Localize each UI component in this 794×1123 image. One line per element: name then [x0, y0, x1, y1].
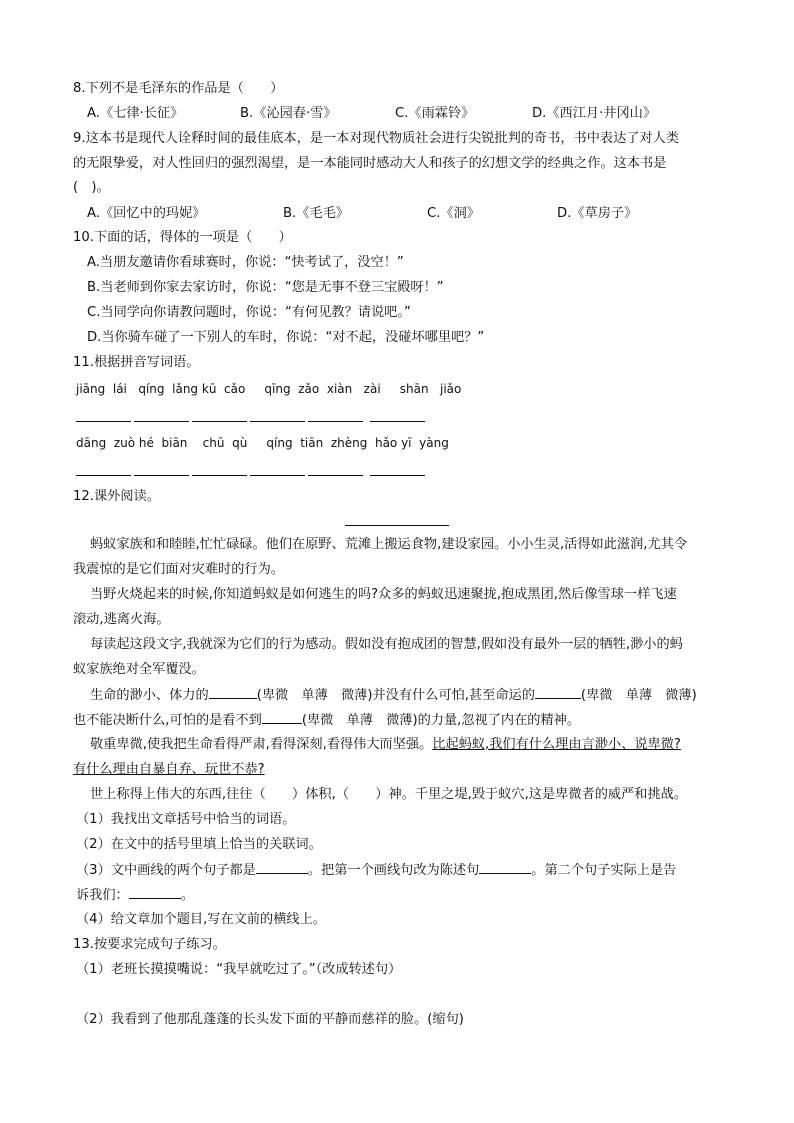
q9-option-d: D.《草房子》	[557, 206, 638, 221]
q12-underlined-sentence-1: 比起蚂蚁,我们有什么理由言渺小、说卑微?	[432, 737, 681, 752]
q10-option-b: B.当老师到你家去家访时，你说：“您是无事不登三宝殿呀！”	[87, 280, 444, 295]
q12-sub3-text-e: 。	[180, 888, 194, 903]
q13-sub1: （1）老班长摸摸嘴说：“我早就吃过了。”（改成转述句）	[76, 962, 402, 977]
q8-stem: 8.下列不是毛泽东的作品是（ ）	[73, 81, 284, 96]
q12-sub3-text-c: 。第二个句子实际上是告	[531, 863, 677, 878]
q8-option-a: A.《七律·长征》	[87, 106, 184, 121]
q12-blank-3[interactable]	[262, 711, 302, 724]
q13-sub2: （2）我看到了他那乱蓬蓬的长头发下面的平静而慈祥的脸。(缩句)	[76, 1012, 464, 1027]
q12-para6: 世上称得上伟大的东西,往往（ ）体积,（ ）神。千里之堤,毁于蚁穴,这是卑微者的威严和挑战。	[90, 787, 688, 802]
q12-sub2: （2）在文中的括号里填上恰当的关联词。	[76, 837, 322, 852]
q8-option-d: D.《西江月·井冈山》	[532, 106, 657, 121]
q12-para4-line2	[73, 711, 580, 730]
q12-title-line[interactable]	[345, 525, 449, 526]
q10-option-d: D.当你骑车碰了一下别人的车时，你说：“对不起，没碰坏哪里吧？”	[87, 330, 485, 345]
q8-option-c: C.《雨霖铃》	[395, 106, 475, 121]
q11-answer-line-11[interactable]	[308, 475, 363, 476]
q8-option-b: B.《沁园春·雪》	[240, 106, 337, 121]
q11-answer-line-7[interactable]	[76, 475, 131, 476]
q9-option-c: C.《洞》	[427, 206, 480, 221]
q12-para5-line1	[90, 736, 681, 754]
q12-sub3-text-d: 诉我们：	[76, 888, 129, 903]
q12-underlined-sentence-2: 有什么理由自暴自弃、玩世不恭?	[73, 762, 265, 777]
q12-blank-2[interactable]	[535, 686, 581, 699]
q12-sub4: （4）给文章加个题目,写在文前的横线上。	[76, 912, 326, 927]
q12-stem: 12.课外阅读。	[73, 489, 160, 504]
q12-sub3-blank-2[interactable]	[479, 861, 531, 874]
q9-stem-line1: 9.这本书是现代人诠释时间的最佳底本，是一本对现代物质社会进行尖锐批判的奇书，书中表达了对人类	[73, 131, 680, 146]
q11-answer-line-12[interactable]	[370, 475, 425, 476]
q12-blank-1[interactable]	[209, 686, 257, 699]
q11-answer-line-4[interactable]	[250, 421, 305, 422]
q11-answer-line-2[interactable]	[134, 421, 189, 422]
q11-stem: 11.根据拼音写词语。	[73, 355, 200, 370]
q11-answer-line-1[interactable]	[76, 421, 131, 422]
q12-para1-line2: 我震惊的是它们面对灾难时的行为。	[73, 562, 284, 577]
q11-answer-line-6[interactable]	[370, 421, 425, 422]
q9-option-b: B.《毛毛》	[283, 206, 349, 221]
q9-option-a: A.《回忆中的玛妮》	[87, 206, 206, 221]
q12-para4-text-c: (卑微 单薄 微薄)	[580, 688, 697, 703]
q12-sub3-blank-3[interactable]	[129, 886, 181, 899]
q12-para2-line1: 当野火烧起来的时候,你知道蚂蚁是如何逃生的吗?众多的蚂蚁迅速聚拢,抱成黑团,然后像雪球一样飞速	[90, 587, 677, 602]
q12-para4-line1	[90, 686, 697, 705]
q12-sub3-blank-1[interactable]	[256, 861, 308, 874]
q9-stem-line2: 的无限挚爱，对人性回归的强烈渴望，是一本能同时感动大人和孩子的幻想文学的经典之作。这本书是	[73, 156, 667, 171]
q11-pinyin-row1: jiāng lái qíng lǎng kū cǎo qīng zǎo xiàn zài shān jiǎo	[76, 382, 462, 396]
q13-stem: 13.按要求完成句子练习。	[73, 937, 226, 952]
q11-answer-line-8[interactable]	[134, 475, 189, 476]
q12-para4-text-e: (卑微 单薄 微薄)的力量,忽视了内在的精神。	[301, 713, 581, 728]
q11-answer-line-5[interactable]	[308, 421, 363, 422]
q10-option-a: A.当朋友邀请你看球赛时，你说：“快考试了，没空！”	[87, 255, 404, 270]
q11-answer-line-9[interactable]	[192, 475, 247, 476]
q10-stem: 10.下面的话，得体的一项是（ ）	[73, 230, 292, 245]
q9-stem-line3: ( )。	[73, 180, 110, 195]
q12-para2-line2: 滚动,逃离火海。	[73, 612, 170, 627]
q11-answer-line-10[interactable]	[250, 475, 305, 476]
q12-sub3-line1	[76, 861, 676, 880]
q12-para3-line2: 蚁家族绝对全军覆没。	[73, 662, 205, 677]
q12-para1-line1: 蚂蚁家族和和睦睦,忙忙碌碌。他们在原野、荒滩上搬运食物,建设家园。小小生灵,活得如此滋润,尤其令	[90, 537, 688, 552]
q12-para4-text-a: 生命的渺小、体力的	[90, 688, 209, 703]
q11-pinyin-row2: dāng zuò hé biān chū qù qíng tiān zhèng hǎo yī yàng	[76, 436, 449, 450]
q12-sub3-text-a: （3）文中画线的两个句子都是	[76, 863, 256, 878]
q12-para4-text-d: 也不能决断什么,可怕的是看不到	[73, 713, 262, 728]
q12-para4-text-b: (卑微 单薄 微薄)并没有什么可怕,甚至命运的	[256, 688, 535, 703]
q12-sub1: （1）我找出文章括号中恰当的词语。	[76, 812, 296, 827]
q10-option-c: C.当同学向你请教问题时，你说：“有何见教？请说吧。”	[87, 305, 411, 320]
q12-para3-line1: 每读起这段文字,我就深为它们的行为感动。假如没有抱成团的智慧,假如没有最外一层的牺牲,渺小的蚂	[90, 637, 683, 652]
q12-para5-text-a: 敬重卑微,使我把生命看得严肃,看得深刻,看得伟大而坚强。	[90, 737, 433, 752]
q12-sub3-text-b: 。把第一个画线句改为陈述句	[307, 863, 480, 878]
q12-sub3-line2	[76, 886, 194, 905]
q11-answer-line-3[interactable]	[192, 421, 247, 422]
